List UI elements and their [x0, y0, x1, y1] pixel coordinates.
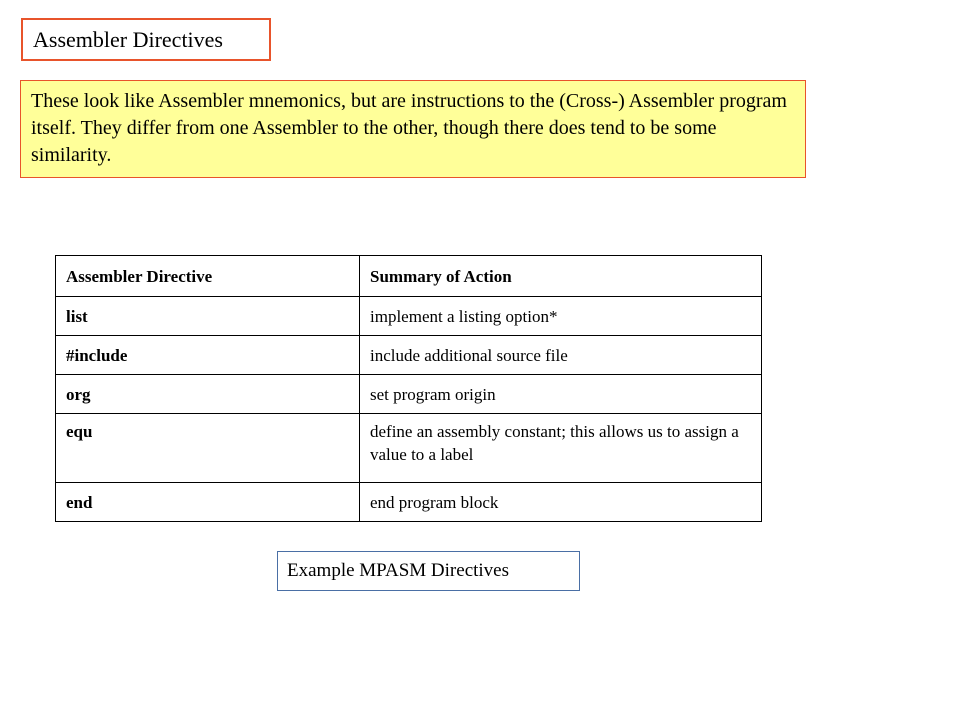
header-action: Summary of Action: [360, 256, 762, 297]
directive-action: define an assembly constant; this allows us to assign a value to a label: [360, 414, 762, 483]
header-directive: Assembler Directive: [56, 256, 360, 297]
directive-name: #include: [56, 336, 360, 375]
slide-title: Assembler Directives: [21, 18, 271, 61]
directive-action: end program block: [360, 483, 762, 522]
table-row: [56, 483, 762, 522]
directive-action: include additional source file: [360, 336, 762, 375]
directive-action: implement a listing option*: [360, 297, 762, 336]
table-caption: Example MPASM Directives: [277, 551, 580, 591]
directive-action: set program origin: [360, 375, 762, 414]
table-row: [56, 336, 762, 375]
table-row: [56, 375, 762, 414]
table-header-row: [56, 256, 762, 297]
directive-name: org: [56, 375, 360, 414]
table-row: [56, 414, 762, 483]
table-row: [56, 297, 762, 336]
intro-note: These look like Assembler mnemonics, but are instructions to the (Cross-) Assembler program itself. They differ from one Assembler to the other, though there does tend to be some similarity.: [20, 80, 806, 178]
directive-name: list: [56, 297, 360, 336]
directives-table: [55, 255, 762, 522]
directive-name: equ: [56, 414, 360, 483]
directive-name: end: [56, 483, 360, 522]
